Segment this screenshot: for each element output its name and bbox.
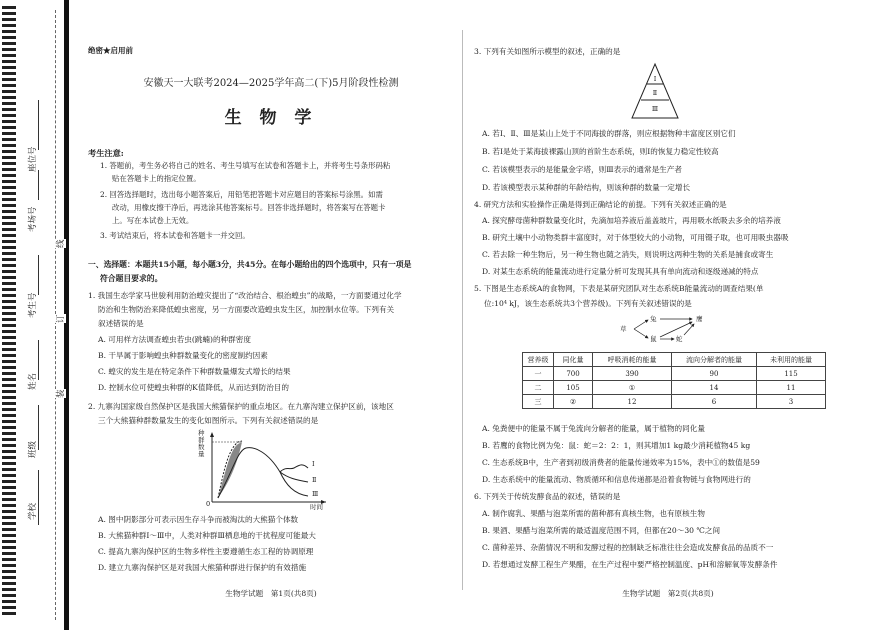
notice-line-3: 2. 回答选择题时，选出每小题答案后，用铅笔把答题卡对应题目的答案标号涂黑。如需 (100, 190, 383, 199)
pyramid-model (630, 62, 680, 120)
binding-sidebar (0, 0, 80, 630)
q3-stem: 3. 下列有关如图所示模型的叙述，正确的是 (474, 47, 621, 56)
q1-option-d: D. 控制水位可使蝗虫种群的K值降低，从而达到防治目的 (98, 383, 289, 392)
q1-stem-2: 防治和生物防治来降低蝗虫密度，另一方面要改造蝗虫发生区，加控制水位等。下列有关 (98, 305, 395, 314)
edge-grass-rat (634, 329, 648, 338)
page2-footer: 生物学试题 第2页(共8页) (622, 589, 714, 598)
page1-footer: 生物学试题 第1页(共8页) (225, 589, 317, 598)
graph-ylabel: 种群数量 (198, 429, 205, 458)
confidential-mark: 绝密★启用前 (88, 46, 133, 55)
q2-option-b: B. 大熊猫种群Ⅰ～Ⅲ中，人类对种群Ⅲ栖息地的干扰程度可能最大 (98, 531, 316, 540)
table-cell: 三 (523, 395, 554, 409)
notice-line-2: 贴在答题卡上的指定位置。 (112, 174, 201, 183)
bind-mark-order: 订 (56, 314, 66, 323)
table-cell: 390 (593, 367, 672, 381)
q3-option-a: A. 若Ⅰ、Ⅱ、Ⅲ是某山上处于不同海拔的群落，则应根据物种丰富度区别它们 (482, 129, 736, 138)
table-header-cell: 未利用的能量 (757, 353, 826, 367)
table-row (523, 381, 826, 395)
notice-line-5: 上。写在本试卷上无效。 (112, 216, 194, 225)
pyramid-label-2: Ⅱ (652, 89, 658, 97)
name-field-line (38, 340, 39, 380)
graph-label-3: Ⅲ (312, 490, 319, 498)
population-graph-svg (198, 430, 328, 510)
section-heading-2: 符合题目要求的。 (100, 274, 163, 283)
table-cell: ① (593, 381, 672, 395)
q3-option-b: B. 若Ⅰ是处于某海拔裸露山顶的首阶生态系统，则Ⅰ的恢复力稳定性较高 (482, 147, 719, 156)
exam-page-1 (86, 0, 456, 630)
web-snake: 蛇 (676, 335, 683, 343)
table-cell: 一 (523, 367, 554, 381)
exam-page-2 (472, 0, 864, 630)
section-heading-1: 一、选择题：本题共15小题，每小题3分，共45分。在每小题给出的四个选项中，只有一项是 (88, 260, 412, 269)
exam-title: 安徽天一大联考2024—2025学年高二(下)5月阶段性检测 (143, 78, 399, 89)
q2-option-c: C. 提高九寨沟保护区的生物多样性主要遵循生态工程的协调原理 (98, 547, 314, 556)
q6-option-b: B. 果酒、果醋与泡菜所需的最适温度范围不同，但都在20～30 ℃之间 (482, 526, 721, 535)
notice-title: 考生注意: (88, 148, 124, 158)
q4-stem: 4. 研究方法和实验操作正确是得到正确结论的前提。下列有关叙述正确的是 (474, 200, 727, 209)
graph-label-1: Ⅰ (312, 460, 315, 468)
q4-option-c: C. 若去除一种生物后，另一种生物也随之消失，则说明这两种生物的关系是捕食或寄生 (482, 250, 774, 259)
table-cell: ② (554, 395, 593, 409)
table-cell: 6 (672, 395, 757, 409)
exam-no-label: 考生号 (28, 292, 38, 318)
q1-stem-1: 1. 我国生态学家马世骏利用防治蝗灾提出了“改治结合、根治蝗虫”的战略，一方面要通过化学 (88, 291, 402, 300)
q4-option-a: A. 探究酵母菌种群数量变化时，先滴加培养液后盖盖玻片，再用吸水纸吸去多余的培养液 (482, 216, 781, 225)
pyramid-label-1: Ⅰ (653, 75, 657, 83)
q5-option-a: A. 兔粪便中的能量不属于兔流向分解者的能量，属于植物的同化量 (482, 424, 705, 433)
table-header-cell: 同化量 (554, 353, 593, 367)
edge-snake-hawk (684, 324, 694, 335)
table-cell: 3 (757, 395, 826, 409)
pyramid-label-3: Ⅲ (651, 105, 659, 113)
q3-option-c: C. 若该模型表示的是能量金字塔，则Ⅲ表示的通常是生产者 (482, 165, 682, 174)
table-header-row (523, 353, 826, 367)
table-cell: 115 (757, 367, 826, 381)
room-label: 考场号 (28, 206, 38, 232)
room-field-line (38, 170, 39, 200)
name-label: 姓名 (28, 372, 38, 390)
q2-option-a: A. 图中阴影部分可表示因生存斗争而被淘汰的大熊猫个体数 (98, 515, 299, 524)
table-cell: 14 (672, 381, 757, 395)
q5-option-d: D. 生态系统中的能量流动、物质循环和信息传递都是沿着食物链与食物网进行的 (482, 475, 751, 484)
notice-line-6: 3. 考试结束后，将本试卷和答题卡一并交回。 (100, 231, 250, 240)
curve-3 (280, 472, 308, 496)
web-rat: 鼠 (650, 335, 657, 343)
q4-option-b: B. 研究土壤中小动物类群丰富度时，对于体型较大的小动物，可用镊子取，也可用吸虫器吸 (482, 233, 789, 242)
q3-option-d: D. 若该模型表示某种群的年龄结构，则该种群的数量一定增长 (482, 183, 691, 192)
q2-stem-2: 三个大熊猫种群数量发生的变化如图所示。下列有关叙述错误的是 (98, 416, 319, 425)
web-rabbit: 兔 (650, 315, 657, 323)
q4-option-d: D. 对某生态系统的能量流动进行定量分析可发现其具有单向流动和逐级递减的特点 (482, 267, 759, 276)
q5-option-c: C. 生态系统B中，生产者到初级消费者的能量传递效率为15%，表中①的数值是59 (482, 458, 760, 467)
table-header-cell: 营养级 (523, 353, 554, 367)
table-header-cell: 呼吸消耗的能量 (593, 353, 672, 367)
bind-mark-line: 线 (56, 239, 66, 248)
q2-stem-1: 2. 九寨沟国家级自然保护区是我国大熊猫保护的重点地区。在九寨沟建立保护区前，该地区 (88, 402, 394, 411)
table-cell: 700 (554, 367, 593, 381)
q5-stem-1: 5. 下图是生态系统A的食物网，下表是某研究团队对生态系统B能量流动的调查结果(单 (474, 284, 764, 293)
barcode-stripes (2, 6, 16, 616)
table-cell: 11 (757, 381, 826, 395)
edge-grass-rabbit (634, 320, 648, 329)
subject-title: 生 物 学 (224, 108, 318, 128)
q1-option-b: B. 干旱属于影响蝗虫种群数量变化的密度制约因素 (98, 351, 268, 360)
seat-field-line (38, 100, 39, 150)
q1-option-a: A. 可用样方法调查蝗虫若虫(跳蝻)的种群密度 (98, 335, 251, 344)
q2-option-d: D. 建立九寨沟保护区是对我国大熊猫种群进行保护的有效措施 (98, 563, 307, 572)
school-field-line (38, 470, 39, 525)
table-cell: 二 (523, 381, 554, 395)
bind-mark-fold: 装 (56, 389, 66, 398)
graph-origin: 0 (206, 500, 211, 508)
q6-stem: 6. 下列关于传统发酵食品的叙述，错误的是 (474, 492, 621, 501)
q1-option-c: C. 蝗灾的发生是在特定条件下种群数量爆发式增长的结果 (98, 367, 291, 376)
table-header-cell: 流向分解者的能量 (672, 353, 757, 367)
energy-table-wrap (522, 352, 826, 409)
q6-option-d: D. 若想通过发酵工程生产果醋，在生产过程中要严格控制温度、pH和溶解氧等发酵条件 (482, 560, 778, 569)
notice-line-1: 1. 答题前，考生务必将自己的姓名、考生号填写在试卷和答题卡上，并将考生号条形码粘 (100, 161, 391, 170)
y-axis-arrow (210, 432, 214, 437)
curve-1 (280, 465, 308, 472)
shaded-area (218, 442, 242, 498)
population-graph (198, 430, 328, 510)
web-hawk: 鹰 (696, 315, 703, 323)
q6-option-c: C. 菌种差异、杂菌情况不明和发酵过程的控制缺乏标准往往会造成发酵食品的品质不一 (482, 543, 774, 552)
class-label: 班级 (28, 440, 38, 458)
q1-stem-3: 叙述错误的是 (98, 319, 144, 328)
table-cell: 12 (593, 395, 672, 409)
q5-option-b: B. 若鹰的食物比例为兔：鼠：蛇＝2：2：1，则其增加1 kg最少消耗植物45 kg (482, 441, 751, 450)
table-cell: 90 (672, 367, 757, 381)
web-grass: 草 (620, 325, 627, 333)
school-label: 学校 (28, 502, 38, 520)
food-web (618, 313, 718, 345)
energy-table (522, 352, 826, 409)
q6-option-a: A. 制作腐乳、果醋与泡菜所需的菌种都有真核生物，也有原核生物 (482, 509, 705, 518)
column-divider (462, 30, 463, 590)
q5-stem-2: 位:10⁴ kJ，该生态系统共3个营养级)。下列有关叙述错误的是 (484, 299, 692, 308)
table-row (523, 395, 826, 409)
table-cell: 105 (554, 381, 593, 395)
notice-line-4: 改动，用橡皮擦干净后，再选涂其他答案标号。回答非选择题时，将答案写在答题卡 (112, 203, 386, 212)
graph-label-2: Ⅱ (312, 476, 317, 484)
food-web-svg (618, 313, 718, 345)
exam-no-field-line (38, 255, 39, 295)
seat-label: 座位号 (28, 146, 38, 172)
graph-xlabel: 时间 (310, 503, 323, 511)
class-field-line (38, 405, 39, 450)
table-row (523, 367, 826, 381)
